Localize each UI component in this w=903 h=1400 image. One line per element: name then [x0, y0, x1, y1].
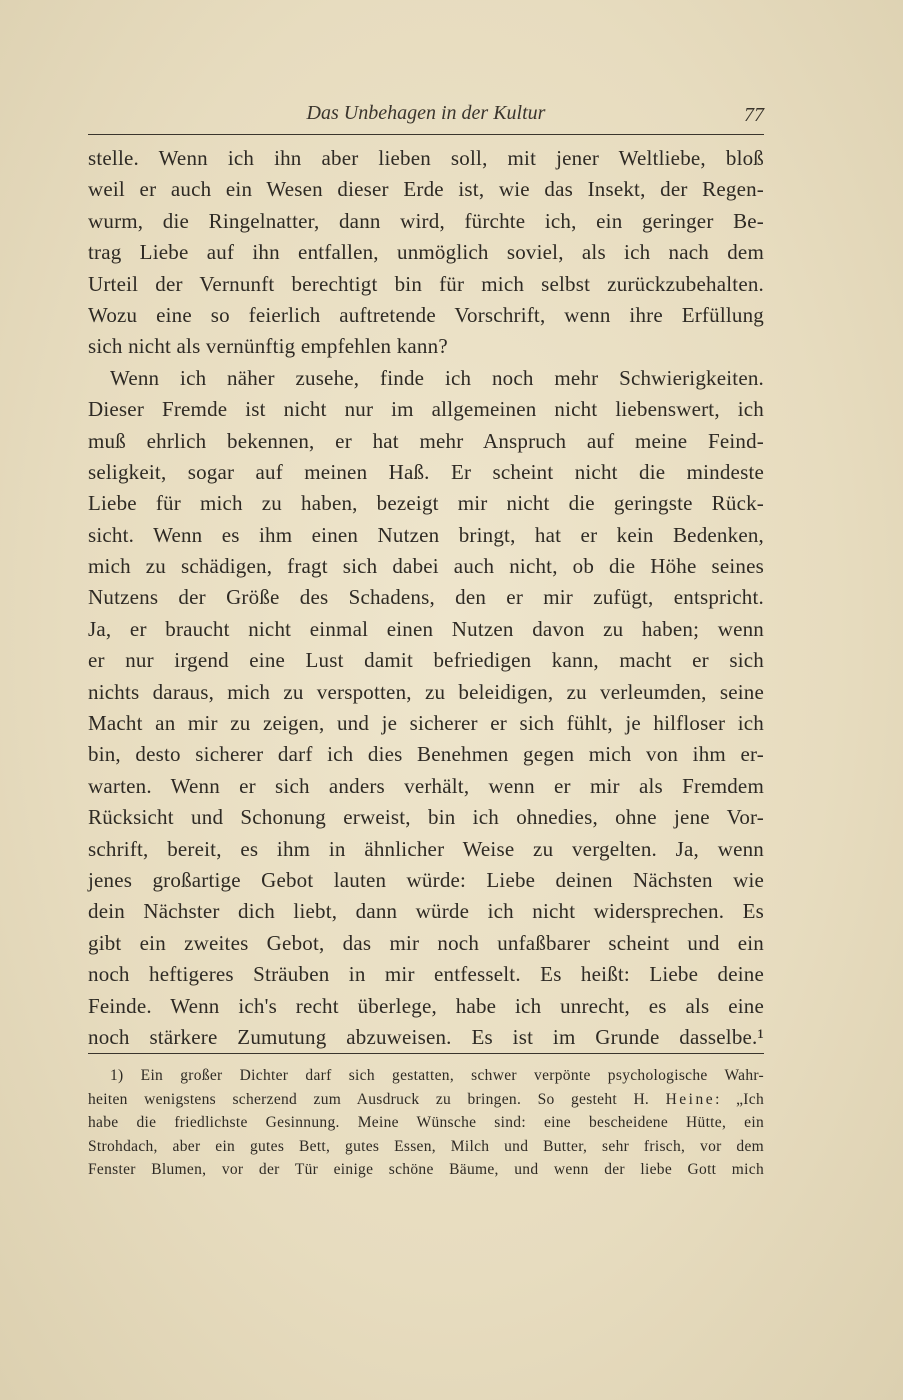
footnote-line: Fenster Blumen, vor der Tür einige schöne Bäume, und wenn der liebe Gott mich — [88, 1161, 764, 1179]
text-line: mich zu schädigen, fragt sich dabei auch nicht, ob die Höhe seines — [88, 554, 764, 579]
text-line: Dieser Fremde ist nicht nur im allgemeinen nicht liebenswert, ich — [88, 397, 764, 422]
text-line: noch stärkere Zumutung abzuweisen. Es ist im Grunde dasselbe.¹ — [88, 1024, 764, 1049]
text-line: Wenn ich näher zusehe, finde ich noch mehr Schwierigkeiten. — [110, 365, 764, 390]
header-rule — [88, 134, 764, 135]
footnote-text: : „Ich — [715, 1090, 765, 1108]
text-line: er nur irgend eine Lust damit befriedigen kann, macht er sich — [88, 648, 764, 673]
text-line: Urteil der Vernunft berechtigt bin für mich selbst zurückzubehalten. — [88, 271, 764, 296]
footnote — [88, 1064, 764, 1182]
text-line: dein Nächster dich liebt, dann würde ich nicht widersprechen. Es — [88, 899, 764, 924]
text-line: Ja, er braucht nicht einmal einen Nutzen davon zu haben; wenn — [88, 616, 764, 641]
footnote-line: habe die friedlichste Gesinnung. Meine Wünsche sind: eine bescheidene Hütte, ein — [88, 1114, 764, 1132]
text-line: Rücksicht und Schonung erweist, bin ich ohnedies, ohne jene Vor- — [88, 805, 764, 830]
text-line: Liebe für mich zu haben, bezeigt mir nicht die geringste Rück- — [88, 491, 764, 516]
text-line: Feinde. Wenn ich's recht überlege, habe ich unrecht, es als eine — [88, 993, 764, 1018]
author-name: Heine — [665, 1090, 716, 1108]
text-line: noch heftigeres Sträuben in mir entfesselt. Es heißt: Liebe deine — [88, 962, 764, 987]
text-line: warten. Wenn er sich anders verhält, wenn er mir als Fremdem — [88, 773, 764, 798]
text-line: wurm, die Ringelnatter, dann wird, fürchte ich, ein geringer Be- — [88, 208, 764, 233]
main-text — [88, 143, 764, 1053]
text-line: Macht an mir zu zeigen, und je sicherer er sich fühlt, je hilfloser ich — [88, 711, 764, 736]
page-number: 77 — [744, 104, 764, 126]
footnote-line: 1) Ein großer Dichter darf sich gestatten, schwer verpönte psychologische Wahr- — [110, 1067, 764, 1084]
text-line: Wozu eine so feierlich auftretende Vorschrift, wenn ihre Erfüllung — [88, 302, 764, 327]
footnote-line — [88, 1088, 764, 1112]
footnote-line: Strohdach, aber ein gutes Bett, gutes Essen, Milch und Butter, sehr frisch, vor dem — [88, 1137, 764, 1155]
text-line: sich nicht als vernünftig empfehlen kann? — [88, 334, 448, 359]
text-line: jenes großartige Gebot lauten würde: Liebe deinen Nächsten wie — [88, 867, 764, 892]
footnote-rule — [88, 1053, 764, 1054]
text-line: gibt ein zweites Gebot, das mir noch unfaßbarer scheint und ein — [88, 930, 764, 955]
text-line: seligkeit, sogar auf meinen Haß. Er scheint nicht die mindeste — [88, 459, 764, 484]
header-title: Das Unbehagen in der Kultur — [306, 102, 546, 124]
text-line: trag Liebe auf ihn entfallen, unmöglich soviel, als ich nach dem — [88, 240, 764, 265]
text-line: schrift, bereit, es ihm in ähnlicher Weise zu vergelten. Ja, wenn — [88, 836, 764, 861]
text-line: sicht. Wenn es ihm einen Nutzen bringt, hat er kein Bedenken, — [88, 522, 764, 547]
text-line: nichts daraus, mich zu verspotten, zu beleidigen, zu verleumden, seine — [88, 679, 764, 704]
text-line: Nutzens der Größe des Schadens, den er mir zufügt, entspricht. — [88, 585, 764, 610]
text-line: stelle. Wenn ich ihn aber lieben soll, mit jener Weltliebe, bloß — [88, 146, 764, 170]
text-line: bin, desto sicherer darf ich dies Benehmen gegen mich von ihm er- — [88, 742, 764, 767]
text-line: weil er auch ein Wesen dieser Erde ist, wie das Insekt, der Regen- — [88, 177, 764, 202]
running-header — [88, 100, 764, 130]
text-line: muß ehrlich bekennen, er hat mehr Anspruch auf meine Feind- — [88, 428, 764, 453]
footnote-text: heiten wenigstens scherzend zum Ausdruck zu bringen. So gesteht H. — [88, 1090, 666, 1108]
